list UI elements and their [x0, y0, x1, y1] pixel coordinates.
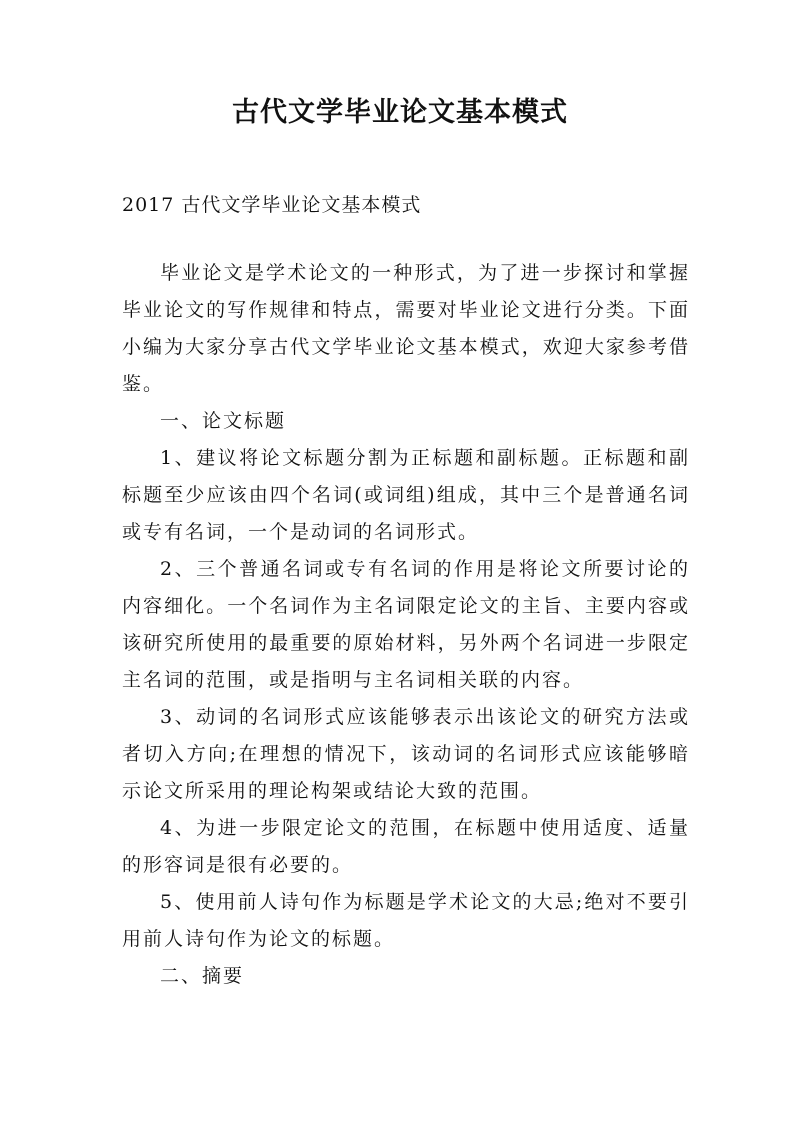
paragraph-item-5: 5、使用前人诗句作为标题是学术论文的大忌;绝对不要引用前人诗句作为论文的标题。 — [122, 891, 690, 950]
document-title: 古代文学毕业论文基本模式 — [232, 97, 568, 128]
document-subtitle: 2017 古代文学毕业论文基本模式 — [122, 194, 422, 216]
paragraph-item-1: 1、建议将论文标题分割为正标题和副标题。正标题和副标题至少应该由四个名词(或词组)组成，其中三个是普通名词或专有名词，一个是动词的名词形式。 — [122, 447, 690, 543]
intro-paragraph: 毕业论文是学术论文的一种形式，为了进一步探讨和掌握毕业论文的写作规律和特点，需要对毕业论文进行分类。下面小编为大家分享古代文学毕业论文基本模式，欢迎大家参考借鉴。 — [122, 262, 690, 395]
paragraph-item-3: 3、动词的名词形式应该能够表示出该论文的研究方法或者切入方向;在理想的情况下，该动词的名词形式应该能够暗示论文所采用的理论构架或结论大致的范围。 — [122, 706, 690, 802]
paragraph-item-2: 2、三个普通名词或专有名词的作用是将论文所要讨论的内容细化。一个名词作为主名词限定论文的主旨、主要内容或该研究所使用的最重要的原始材料，另外两个名词进一步限定主名词的范围，或是指明与主名词相关联的内容。 — [122, 558, 690, 691]
section-heading-title: 一、论文标题 — [160, 410, 287, 432]
paragraph-item-4: 4、为进一步限定论文的范围，在标题中使用适度、适量的形容词是很有必要的。 — [122, 817, 690, 876]
document-body — [122, 255, 690, 995]
section-heading-abstract: 二、摘要 — [160, 965, 245, 987]
